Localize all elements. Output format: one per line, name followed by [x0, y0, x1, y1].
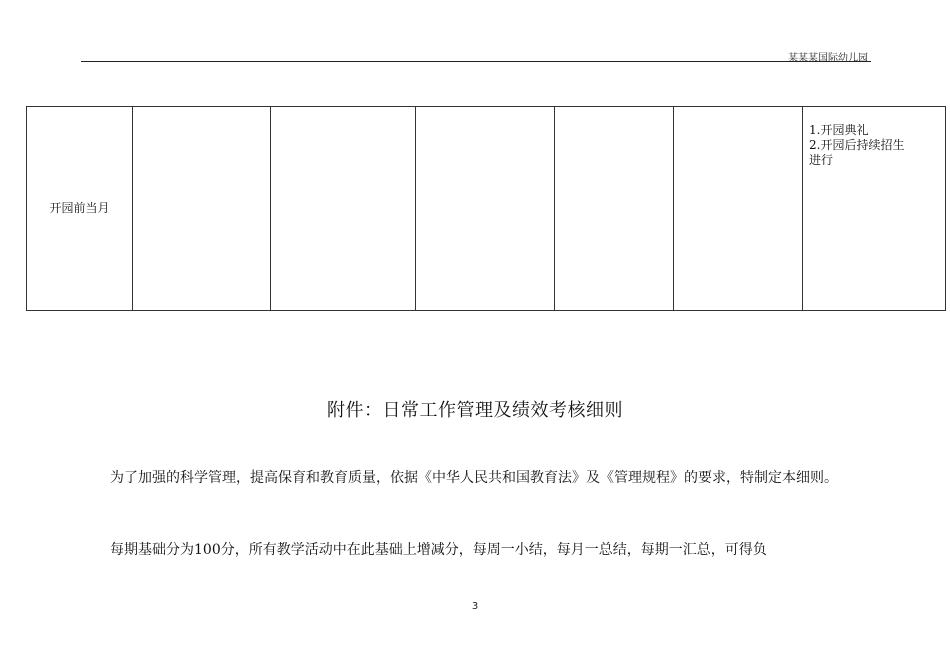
activity-cell — [803, 107, 946, 311]
page-number: 3 — [471, 601, 479, 612]
activity-line-2: 2.开园后持续招生 — [809, 138, 905, 152]
header-org-name: 某某某国际幼儿园 — [788, 53, 868, 64]
activity-line-3: 进行 — [809, 153, 834, 167]
table-cell — [416, 107, 555, 311]
paragraph-intro: 为了加强的科学管理，提高保育和教育质量，依据《中华人民共和国教育法》及《管理规程》的要求，特制定本细则。 — [110, 470, 838, 486]
paragraph-scoring: 每期基础分为100分，所有教学活动中在此基础上增减分，每周一小结，每月一总结，每期一汇总，可得负 — [110, 542, 767, 558]
table-cell — [555, 107, 674, 311]
table-cell — [271, 107, 416, 311]
section-title: 附件：日常工作管理及绩效考核细则 — [327, 400, 623, 421]
schedule-table — [26, 106, 946, 311]
table-cell — [674, 107, 803, 311]
row-label: 开园前当月 — [49, 201, 110, 215]
header-divider — [81, 61, 871, 62]
row-label-cell — [27, 107, 133, 311]
activity-line-1: 1.开园典礼 — [809, 123, 869, 137]
table-cell — [133, 107, 271, 311]
table-row — [27, 107, 946, 311]
